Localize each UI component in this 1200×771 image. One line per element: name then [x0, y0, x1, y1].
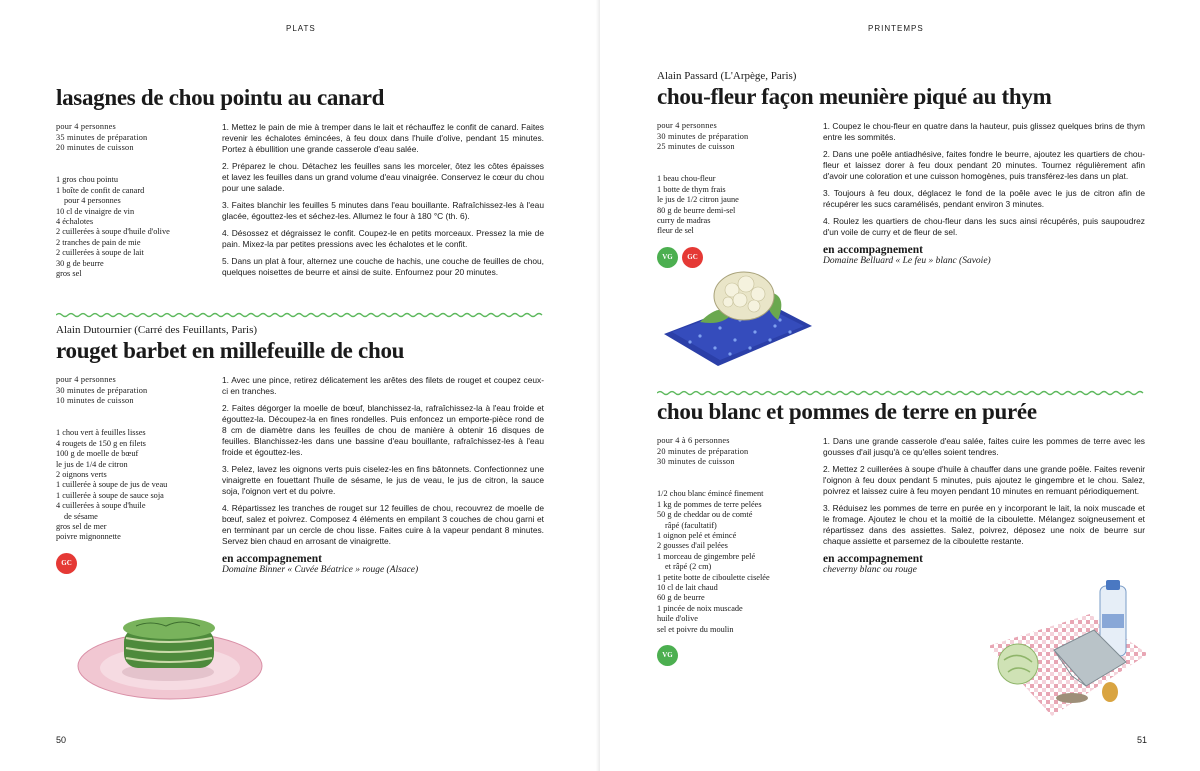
ingredient-item: 50 g de cheddar ou de comté — [657, 510, 753, 520]
ingredient-item: 1 gros chou pointu — [56, 175, 118, 185]
ingredient-item: 2 oignons verts — [56, 469, 107, 479]
recipe-step: 2. Mettez 2 cuillerées à soupe d'huile à chauffer dans une grande poêle. Faites revenir l'oignon à feu doux pendant 5 minutes, puis ajoutez le gingembre et le chou. Salez, poivrez et laissez cuire à feu moyen pendant 10 minutes en remuant périodiquement. — [823, 464, 1145, 497]
ingredient-item: le jus de 1/2 citron jaune — [657, 195, 739, 205]
diet-badges — [56, 553, 222, 574]
recipe-meta — [56, 122, 222, 153]
meta-line: pour 4 personnes — [657, 121, 717, 131]
ingredients-column — [56, 122, 222, 284]
recipe-steps — [222, 122, 544, 284]
ingredient-item: 2 cuillerées à soupe de lait — [56, 248, 144, 258]
recipe-steps — [823, 436, 1145, 547]
pairing-wine: Domaine Binner « Cuvée Béatrice » rouge (Alsace) — [222, 565, 419, 576]
recipe-meta — [56, 375, 222, 406]
recipe-step: 2. Faites dégorger la moelle de bœuf, blanchissez-la, rafraîchissez-la à l'eau froide et égouttez-la. Découpez-la en fines rondelles. Puis enfoncez un emporte-pièce rond de 8 cm de diamètre dans les feuilles de chou de manière à obtenir 16 disques de feuilles. Blanchissez-les dans une bassine d'eau bouillante, rafraîchissez-les à l'eau froide et égouttez-les. — [222, 403, 544, 458]
meta-line: 25 minutes de cuisson — [657, 141, 735, 151]
recipe-title: rouget barbet en millefeuille de chou — [56, 338, 405, 363]
wine-pairing — [823, 244, 1145, 266]
ingredient-item: 30 g de beurre — [56, 258, 104, 268]
meta-line: 30 minutes de préparation — [56, 385, 148, 395]
ingredient-item: 100 g de moelle de bœuf — [56, 449, 139, 459]
recipe-steps — [823, 121, 1145, 238]
meta-line: 35 minutes de préparation — [56, 132, 148, 142]
ingredient-item: 4 échalotes — [56, 216, 94, 226]
chef-credit: Alain Passard (L'Arpège, Paris) — [657, 70, 797, 82]
meta-line: pour 4 personnes — [56, 375, 116, 385]
wine-pairing — [222, 553, 544, 575]
running-head: PLATS — [286, 24, 316, 33]
millefeuille-illustration — [70, 598, 270, 703]
vg-badge: VG — [657, 247, 678, 268]
recipe-meta — [657, 121, 823, 152]
ingredients-column — [657, 436, 823, 666]
ingredient-item: 1 pincée de noix muscade — [657, 603, 743, 613]
wine-pairing — [823, 553, 1145, 575]
pairing-wine: cheverny blanc ou rouge — [823, 565, 917, 576]
recipe-step: 2. Préparez le chou. Détachez les feuilles sans les morceler, ôtez les côtes épaisses et lavez les feuilles dans un grand volume d'eau vinaigrée. Conservez le cœur du chou pour une salade. — [222, 161, 544, 194]
section-divider — [56, 311, 544, 319]
recipe-step: 4. Désossez et dégraissez le confit. Coupez-le en petits morceaux. Pressez la mie de pain. Mixez-la par petites pressions avec les échalotes et le confit. — [222, 228, 544, 250]
ingredient-item: 1 botte de thym frais — [657, 184, 726, 194]
ingredient-item: et râpé (2 cm) — [665, 562, 712, 572]
meta-line: 20 minutes de cuisson — [56, 142, 134, 152]
ingredient-item: râpé (facultatif) — [665, 520, 717, 530]
ingredient-item: 1 cuillerée à soupe de sauce soja — [56, 490, 164, 500]
page-number: 51 — [1137, 735, 1148, 745]
vg-badge: VG — [657, 645, 678, 666]
ingredient-item: 1 boîte de confit de canard — [56, 185, 145, 195]
ingredient-item: 1 morceau de gingembre pelé — [657, 551, 756, 561]
meta-line: 30 minutes de cuisson — [657, 456, 735, 466]
ingredient-item: 2 gousses d'ail pelées — [657, 541, 728, 551]
ingredients-column — [657, 121, 823, 268]
recipe-meta — [657, 436, 823, 467]
cauliflower-illustration — [660, 262, 820, 372]
page-number: 50 — [56, 735, 67, 745]
ingredient-item: 10 cl de lait chaud — [657, 583, 718, 593]
meta-line: 30 minutes de préparation — [657, 131, 749, 141]
chef-credit: Alain Dutournier (Carré des Feuillants, Paris) — [56, 324, 258, 336]
meta-line: 10 minutes de cuisson — [56, 395, 134, 405]
ingredients-column — [56, 375, 222, 575]
recipe-title: lasagnes de chou pointu au canard — [56, 85, 385, 110]
gc-badge: GC — [682, 247, 703, 268]
ingredient-item: 1/2 chou blanc émincé finement — [657, 489, 764, 499]
recipe-rouget — [56, 324, 544, 575]
meta-line: pour 4 à 6 personnes — [657, 436, 730, 446]
ingredient-item: gros sel — [56, 269, 82, 279]
diet-badges — [657, 645, 823, 666]
ingredient-item: 1 oignon pelé et émincé — [657, 530, 737, 540]
ingredient-list — [657, 174, 823, 236]
ingredient-item: le jus de 1/4 de citron — [56, 459, 128, 469]
pairing-heading: en accompagnement — [823, 244, 923, 257]
ingredient-item: pour 4 personnes — [64, 196, 121, 206]
meta-line: pour 4 personnes — [56, 122, 116, 132]
ingredient-item: 1 chou vert à feuilles lisses — [56, 428, 146, 438]
pairing-heading: en accompagnement — [823, 553, 923, 566]
ingredient-item: curry de madras — [657, 215, 711, 225]
ingredient-item: 4 cuillerées à soupe d'huile — [56, 501, 146, 511]
recipe-step: 3. Toujours à feu doux, déglacez le fond de la poêle avec le jus de citron afin de récupérer les sucs caramélisés, pendant environ 3 minutes. — [823, 188, 1145, 210]
section-divider — [657, 389, 1145, 397]
ingredient-item: 1 petite botte de ciboulette ciselée — [657, 572, 770, 582]
meta-line: 20 minutes de préparation — [657, 446, 749, 456]
ingredient-item: gros sel de mer — [56, 522, 107, 532]
running-head: PRINTEMPS — [868, 24, 924, 33]
pairing-heading: en accompagnement — [222, 553, 322, 566]
pairing-wine: Domaine Belluard « Le feu » blanc (Savoie) — [823, 256, 991, 267]
recipe-step: 4. Roulez les quartiers de chou-fleur dans les sucs ainsi récupérés, puis saupoudrez d'un voile de curry et de fleur de sel. — [823, 216, 1145, 238]
ingredient-item: 60 g de beurre — [657, 593, 705, 603]
ingredient-item: 1 cuillerée à soupe de jus de veau — [56, 480, 168, 490]
gc-badge: GC — [56, 553, 77, 574]
recipe-step: 1. Dans une grande casserole d'eau salée, faites cuire les pommes de terre avec les gousses d'ail jusqu'à ce qu'elles soient tendres. — [823, 436, 1145, 458]
recipe-lasagnes — [56, 86, 544, 284]
ingredient-item: 2 cuillerées à soupe d'huile d'olive — [56, 227, 170, 237]
ingredient-item: 1 beau chou-fleur — [657, 174, 716, 184]
ingredient-item: 2 tranches de pain de mie — [56, 237, 141, 247]
table-scene-illustration — [982, 580, 1152, 720]
ingredient-list — [56, 428, 222, 542]
recipe-step: 1. Avec une pince, retirez délicatement les arêtes des filets de rouget et coupez ceux-ci en tranches. — [222, 375, 544, 397]
right-page — [600, 0, 1200, 771]
ingredient-item: huile d'olive — [657, 614, 698, 624]
ingredient-item: 10 cl de vinaigre de vin — [56, 206, 135, 216]
ingredient-item: 80 g de beurre demi-sel — [657, 205, 736, 215]
recipe-step: 3. Faites blanchir les feuilles 5 minutes dans l'eau bouillante. Rafraîchissez-les à l'eau glacée, égouttez-les et séchez-les. Allumez le four à 180 °C (th. 6). — [222, 200, 544, 222]
recipe-chou-fleur — [657, 70, 1145, 268]
recipe-title: chou-fleur façon meunière piqué au thym — [657, 84, 1052, 109]
recipe-title: chou blanc et pommes de terre en purée — [657, 399, 1037, 424]
ingredient-item: poivre mignonnette — [56, 532, 121, 542]
ingredient-item: de sésame — [64, 511, 98, 521]
ingredient-item: 1 kg de pommes de terre pelées — [657, 499, 762, 509]
recipe-step: 3. Pelez, lavez les oignons verts puis ciselez-les en fins bâtonnets. Confectionnez une vinaigrette en fouettant l'huile de sésame, le jus de veau, le jus de citron, la sauce soja, l'oignon vert et du poivre. — [222, 464, 544, 497]
recipe-step: 1. Mettez le pain de mie à tremper dans le lait et réchauffez le confit de canard. Faites revenir les échalotes émincées, à feu doux dans l'huile d'olive, pendant 15 minutes. Portez à ébullition une grande casserole d'eau salée. — [222, 122, 544, 155]
recipe-step: 4. Répartissez les tranches de rouget sur 12 feuilles de chou, recouvrez de moelle de bœuf, salez et poivrez. Composez 4 éléments en empilant 3 couches de chou garni et en terminant par un cercle de chou lisse. Faites cuire à la vapeur pendant 8 minutes. Servez bien chaud en arrosant de vinaigrette. — [222, 503, 544, 547]
ingredient-list — [657, 489, 823, 635]
ingredient-item: sel et poivre du moulin — [657, 624, 734, 634]
ingredient-item: 4 rougets de 150 g en filets — [56, 438, 146, 448]
recipe-steps — [222, 375, 544, 547]
recipe-step: 5. Dans un plat à four, alternez une couche de hachis, une couche de feuilles de chou, quelques noisettes de beurre et ainsi de suite. Enfournez pour 20 minutes. — [222, 256, 544, 278]
recipe-step: 2. Dans une poêle antiadhésive, faites fondre le beurre, ajoutez les quartiers de chou-fleur et laissez dorer à feu doux pendant 20 minutes. Tournez régulièrement afin d'avoir une coloration et une cuisson homogènes, puis transférez-les dans un plat. — [823, 149, 1145, 182]
ingredient-list — [56, 175, 222, 279]
recipe-step: 3. Réduisez les pommes de terre en purée en y incorporant le lait, la noix muscade et le fromage. Ajoutez le chou et la moitié de la ciboulette. Mélangez soigneusement et répartissez dans des assiettes. Salez, poivrez, déposez une noix de beurre sur chaque assiette et parsemez de la ciboulette restante. — [823, 503, 1145, 547]
recipe-step: 1. Coupez le chou-fleur en quatre dans la hauteur, puis glissez quelques brins de thym entre les sommités. — [823, 121, 1145, 143]
ingredient-item: fleur de sel — [657, 226, 694, 236]
